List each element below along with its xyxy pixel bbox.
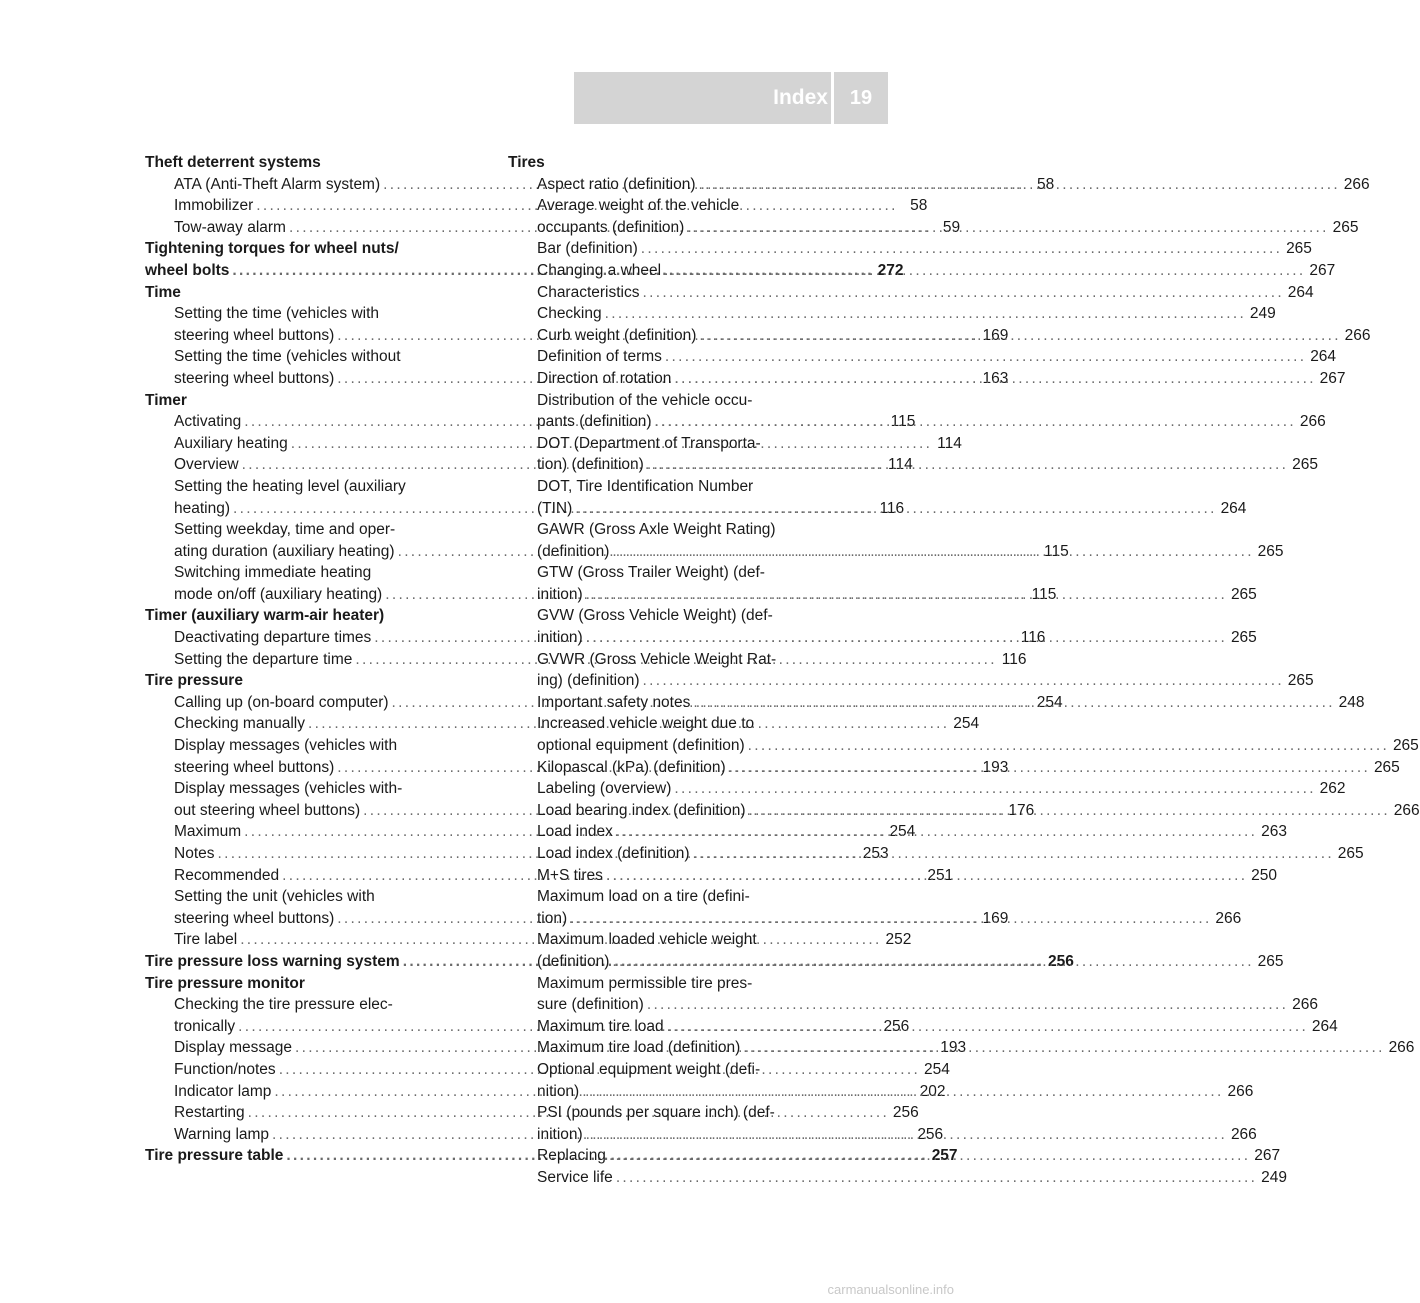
index-entry bbox=[508, 778, 1346, 800]
index-entry bbox=[145, 778, 477, 800]
dot-leader bbox=[643, 282, 1281, 304]
dot-leader bbox=[641, 238, 1279, 260]
dot-leader bbox=[609, 1145, 1247, 1167]
index-entry-text: Load index (definition) bbox=[537, 845, 690, 862]
index-entry-text: Setting the time (vehicles without bbox=[174, 348, 401, 366]
index-entry-text: PSI (pounds per square inch) (def- bbox=[537, 1104, 775, 1122]
index-entry bbox=[508, 605, 829, 627]
index-entry-text: GVW (Gross Vehicle Weight) (def- bbox=[537, 607, 773, 625]
page-reference: 114 bbox=[888, 456, 913, 474]
index-entry bbox=[508, 973, 829, 995]
index-entry-text: occupants (definition) bbox=[537, 218, 685, 236]
page-reference: 263 bbox=[1261, 823, 1287, 841]
index-entry-text: Tire pressure monitor bbox=[145, 974, 305, 992]
index-entry bbox=[508, 649, 829, 671]
index-entry-text: wheel bolts bbox=[145, 261, 230, 279]
index-entry bbox=[508, 929, 829, 951]
index-entry-text: Optional equipment weight (defi- bbox=[537, 1060, 761, 1078]
index-heading bbox=[145, 670, 477, 692]
dot-leader bbox=[582, 1081, 1220, 1103]
index-entry-text: inition) bbox=[537, 585, 583, 603]
page-reference: 267 bbox=[1309, 261, 1336, 279]
index-entry bbox=[508, 519, 829, 541]
index-entry-text: Display messages (vehicles with bbox=[174, 737, 398, 755]
index-entry-text: GVWR (Gross Vehicle Weight Rat- bbox=[537, 650, 777, 668]
dot-leader bbox=[693, 843, 1331, 865]
page-reference: 254 bbox=[889, 823, 916, 841]
page-reference: 254 bbox=[953, 715, 980, 733]
page-reference: 266 bbox=[1292, 996, 1318, 1014]
index-entry-text: Activating bbox=[174, 413, 242, 431]
index-entry-text: Display messages (vehicles with- bbox=[174, 780, 403, 798]
index-entry-text: out steering wheel buttons) bbox=[174, 801, 361, 819]
page-reference: 262 bbox=[1319, 780, 1346, 798]
index-entry bbox=[508, 735, 1419, 757]
index-entry-text: Labeling (overview) bbox=[537, 780, 672, 798]
index-entry-text: Curb weight (definition) bbox=[537, 326, 697, 344]
page-reference: 265 bbox=[1257, 542, 1284, 560]
index-entry bbox=[508, 238, 1312, 260]
index-entry-text: Changing a wheel bbox=[537, 261, 662, 279]
page-reference: 115 bbox=[1044, 542, 1069, 560]
page-reference: 264 bbox=[1310, 348, 1337, 366]
dot-leader bbox=[586, 627, 1224, 649]
page-reference: 256 bbox=[917, 1125, 944, 1143]
index-entry-text: Overview bbox=[174, 456, 239, 474]
index-entry-text: ing) (definition) bbox=[537, 672, 640, 690]
index-entry-text: Auxiliary heating bbox=[174, 434, 288, 452]
index-entry-text: Definition of terms bbox=[537, 348, 662, 366]
index-entry bbox=[508, 390, 829, 412]
index-entry bbox=[145, 303, 477, 325]
index-entry bbox=[145, 994, 477, 1016]
page-reference: 254 bbox=[923, 1060, 950, 1078]
index-entry-text: Deactivating departure times bbox=[174, 629, 372, 647]
page-reference: 264 bbox=[1311, 1017, 1338, 1035]
index-entry-text: Tire label bbox=[174, 931, 238, 949]
index-entry-text: Tightening torques for wheel nuts/ bbox=[145, 240, 399, 258]
index-heading bbox=[145, 282, 477, 304]
index-entry bbox=[508, 433, 829, 455]
index-entry-text: mode on/off (auxiliary heating) bbox=[174, 585, 383, 603]
index-entry-text: steering wheel buttons) bbox=[174, 326, 335, 344]
index-entry bbox=[508, 476, 829, 498]
page-reference: 256 bbox=[892, 1104, 919, 1122]
dot-leader bbox=[749, 800, 1387, 822]
index-entry-text: Bar (definition) bbox=[537, 240, 638, 258]
index-entry bbox=[508, 886, 829, 908]
page-reference: 163 bbox=[982, 369, 1009, 387]
index-entry-text: Tire pressure table bbox=[145, 1147, 284, 1165]
index-entry-text: Display message bbox=[174, 1039, 293, 1057]
index-entry-text: Kilopascal (kPa) (definition) bbox=[537, 758, 726, 776]
index-entry-text: Tires bbox=[508, 154, 545, 171]
page-reference: 193 bbox=[940, 1039, 967, 1057]
dot-leader bbox=[586, 584, 1224, 606]
page-reference: 115 bbox=[1031, 585, 1057, 603]
index-entry bbox=[145, 498, 905, 520]
index-entry-text: Setting the heating level (auxiliary bbox=[174, 477, 406, 495]
index-entry-text: DOT, Tire Identification Number bbox=[537, 477, 754, 495]
page-reference: 252 bbox=[885, 931, 912, 949]
index-heading bbox=[508, 152, 829, 174]
index-entry-text: Warning lamp bbox=[174, 1125, 270, 1143]
index-entry-text: Increased vehicle weight due to bbox=[537, 715, 755, 733]
index-entry bbox=[508, 1102, 829, 1124]
index-entry-text: Maximum tire load (definition) bbox=[537, 1039, 741, 1057]
index-entry-text: Setting the unit (vehicles with bbox=[174, 888, 375, 906]
page-reference: 266 bbox=[1227, 1082, 1254, 1100]
dot-leader bbox=[612, 951, 1250, 973]
page-reference: 176 bbox=[1008, 801, 1035, 819]
page-reference: 265 bbox=[1392, 737, 1419, 755]
dot-leader bbox=[647, 994, 1285, 1016]
index-entry bbox=[508, 303, 1276, 325]
index-entry-text: ating duration (auxiliary heating) bbox=[174, 542, 395, 560]
index-entry bbox=[508, 1167, 1287, 1189]
index-entry-text: Checking the tire pressure elec- bbox=[174, 996, 393, 1014]
index-entry-text: (TIN) bbox=[537, 499, 573, 517]
dot-leader bbox=[586, 1124, 1224, 1146]
page-reference: 249 bbox=[1249, 305, 1276, 323]
index-entry-text: inition) bbox=[537, 1125, 583, 1143]
page-reference: 265 bbox=[1257, 952, 1284, 970]
index-entry-text: Tire pressure loss warning system bbox=[145, 952, 400, 970]
index-entry-text: steering wheel buttons) bbox=[174, 369, 335, 387]
index-entry bbox=[508, 1059, 829, 1081]
index-entry-text: (definition) bbox=[537, 952, 610, 970]
index-entry-text: tion) bbox=[537, 909, 568, 927]
page-reference: 193 bbox=[982, 758, 1009, 776]
index-entry-text: Calling up (on-board computer) bbox=[174, 693, 389, 711]
page-reference: 266 bbox=[1388, 1039, 1415, 1057]
index-entry-text: inition) bbox=[537, 629, 583, 647]
index-entry-text: DOT (Department of Transporta- bbox=[537, 434, 761, 452]
index-entry-text: Setting the time (vehicles with bbox=[174, 305, 380, 323]
index-entry-text: Recommended bbox=[174, 866, 280, 884]
page-reference: 116 bbox=[879, 499, 905, 517]
index-entry-text: pants (definition) bbox=[537, 413, 652, 431]
index-entry-text: tion) (definition) bbox=[537, 456, 644, 474]
index-entry bbox=[508, 195, 829, 217]
index-entry-text: Notes bbox=[174, 845, 215, 862]
page-reference: 265 bbox=[1230, 585, 1257, 603]
index-entry-text: steering wheel buttons) bbox=[174, 758, 335, 776]
page-reference: 116 bbox=[1020, 629, 1046, 647]
dot-leader bbox=[647, 454, 1285, 476]
index-entry-text: (definition) bbox=[537, 542, 610, 560]
index-entry-text: Aspect ratio (definition) bbox=[537, 175, 696, 193]
page-reference: 58 bbox=[1037, 175, 1055, 193]
index-heading bbox=[145, 390, 477, 412]
dot-leader bbox=[665, 346, 1303, 368]
page-reference: 257 bbox=[931, 1147, 958, 1165]
dot-leader bbox=[687, 217, 1325, 239]
page-reference: 248 bbox=[1338, 693, 1365, 711]
index-entry-text: Maximum bbox=[174, 823, 242, 841]
page-reference: 169 bbox=[982, 909, 1009, 927]
index-entry bbox=[508, 346, 1337, 368]
page-reference: 59 bbox=[942, 218, 961, 236]
page-reference: 266 bbox=[1299, 413, 1326, 431]
dot-leader bbox=[616, 821, 1254, 843]
dot-leader bbox=[693, 692, 1331, 714]
index-entry bbox=[508, 670, 1314, 692]
index-entry bbox=[145, 562, 477, 584]
index-entry bbox=[145, 735, 477, 757]
page-reference: 249 bbox=[1261, 1168, 1287, 1186]
page-reference: 115 bbox=[890, 413, 916, 431]
index-entry bbox=[145, 519, 477, 541]
index-entry-text: Direction of rotation bbox=[537, 369, 672, 387]
index-entry-text: Indicator lamp bbox=[174, 1082, 272, 1100]
page-reference: 202 bbox=[919, 1082, 946, 1100]
page-reference: 265 bbox=[1332, 218, 1359, 236]
index-entry-text: steering wheel buttons) bbox=[174, 909, 335, 927]
page-reference: 114 bbox=[937, 434, 962, 452]
index-entry-text: ATA (Anti-Theft Alarm system) bbox=[174, 175, 381, 193]
index-heading bbox=[145, 152, 477, 174]
index-entry-text: Load index bbox=[537, 823, 613, 841]
dot-leader bbox=[743, 1037, 1381, 1059]
dot-leader bbox=[748, 735, 1386, 757]
dot-leader bbox=[606, 865, 1244, 887]
index-entry-text: Important safety notes bbox=[537, 693, 691, 711]
page-reference: 58 bbox=[910, 197, 928, 215]
index-entry-text: Immobilizer bbox=[174, 197, 254, 215]
page-reference: 265 bbox=[1373, 758, 1400, 776]
index-entry bbox=[145, 476, 477, 498]
page-number: 19 bbox=[849, 86, 873, 109]
index-entry-text: Load bearing index (definition) bbox=[537, 801, 746, 819]
page-reference: 265 bbox=[1287, 672, 1314, 690]
dot-leader bbox=[616, 1167, 1254, 1189]
page-title: Index bbox=[773, 86, 828, 109]
index-entry bbox=[145, 346, 477, 368]
page-reference: 265 bbox=[1292, 456, 1318, 474]
page-reference: 266 bbox=[1215, 909, 1242, 927]
index-entry-text: Checking manually bbox=[174, 715, 305, 733]
index-entry-text: Time bbox=[145, 283, 181, 301]
index-entry-text: Distribution of the vehicle occu- bbox=[537, 391, 753, 409]
index-entry-text: Maximum load on a tire (defini- bbox=[537, 888, 750, 906]
index-entry-text: Function/notes bbox=[174, 1060, 276, 1078]
index-entry bbox=[508, 562, 829, 584]
index-entry-text: Tire pressure bbox=[145, 672, 243, 690]
dot-leader bbox=[674, 368, 1312, 390]
index-entry bbox=[145, 886, 477, 908]
index-entry-text: Maximum permissible tire pres- bbox=[537, 974, 753, 992]
page-reference: 169 bbox=[982, 326, 1009, 344]
index-entry-text: Maximum tire load bbox=[537, 1017, 664, 1035]
watermark: carmanualsonline.info bbox=[827, 1282, 954, 1297]
index-entry-text: Switching immediate heating bbox=[174, 564, 372, 582]
dot-leader bbox=[643, 670, 1281, 692]
index-entry-text: GAWR (Gross Axle Weight Rating) bbox=[537, 521, 776, 539]
page-reference: 253 bbox=[862, 845, 889, 862]
index-entry-text: Average weight of the vehicle bbox=[537, 197, 740, 215]
dot-leader bbox=[729, 757, 1367, 779]
page-reference: 267 bbox=[1319, 369, 1346, 387]
dot-leader bbox=[612, 541, 1250, 563]
index-entry-text: heating) bbox=[174, 499, 231, 517]
page-reference: 256 bbox=[1047, 952, 1074, 970]
page-reference: 265 bbox=[1337, 845, 1364, 862]
dot-leader bbox=[605, 303, 1243, 325]
index-entry bbox=[508, 282, 1314, 304]
page-reference: 116 bbox=[1001, 650, 1027, 668]
dot-leader bbox=[667, 1016, 1305, 1038]
dot-leader bbox=[699, 325, 1337, 347]
page-reference: 264 bbox=[1220, 499, 1247, 517]
index-entry-text: Tow-away alarm bbox=[174, 218, 286, 236]
page-reference: 266 bbox=[1230, 1125, 1257, 1143]
index-entry-text: optional equipment (definition) bbox=[537, 737, 745, 755]
index-entry-text: Timer bbox=[145, 391, 187, 409]
dot-leader bbox=[575, 498, 1213, 520]
index-entry-text: Theft deterrent systems bbox=[145, 154, 321, 171]
page-reference: 265 bbox=[1286, 240, 1312, 258]
page-reference: 267 bbox=[1254, 1147, 1281, 1165]
index-entry-text: Setting the departure time bbox=[174, 650, 353, 668]
index-entry-text: tronically bbox=[174, 1017, 236, 1035]
page-reference: 264 bbox=[1287, 283, 1314, 301]
page-reference: 266 bbox=[1344, 326, 1371, 344]
index-heading bbox=[145, 973, 477, 995]
page-reference: 266 bbox=[1343, 175, 1370, 193]
page-reference: 254 bbox=[1036, 693, 1063, 711]
index-entry-text: Setting weekday, time and oper- bbox=[174, 521, 396, 539]
dot-leader bbox=[674, 778, 1312, 800]
index-entry-text: Characteristics bbox=[537, 283, 640, 301]
index-entry-text: Replacing bbox=[537, 1147, 606, 1165]
page-reference: 250 bbox=[1251, 866, 1278, 884]
index-heading bbox=[145, 238, 477, 260]
page-reference: 265 bbox=[1230, 629, 1257, 647]
index-entry-text: Restarting bbox=[174, 1104, 245, 1122]
index-entry bbox=[508, 713, 829, 735]
index-entry-text: Checking bbox=[537, 305, 602, 323]
page-reference: 266 bbox=[1393, 801, 1420, 819]
page-reference: 272 bbox=[877, 261, 904, 279]
index-entry-text: GTW (Gross Trailer Weight) (def- bbox=[537, 564, 765, 582]
dot-leader bbox=[570, 908, 1208, 930]
page-reference: 251 bbox=[927, 866, 954, 884]
dot-leader bbox=[699, 174, 1337, 196]
index-entry-text: Maximum loaded vehicle weight bbox=[537, 931, 757, 949]
index-heading bbox=[145, 605, 477, 627]
page-reference: 256 bbox=[883, 1017, 910, 1035]
dot-leader bbox=[664, 260, 1302, 282]
index-entry bbox=[508, 994, 1318, 1016]
index-entry-text: M+S tires bbox=[537, 866, 603, 884]
index-entry-text: nition) bbox=[537, 1082, 580, 1100]
dot-leader bbox=[655, 411, 1293, 433]
index-entry-text: Service life bbox=[537, 1168, 613, 1186]
index-entry-text: Timer (auxiliary warm-air heater) bbox=[145, 607, 385, 625]
index-entry-text: sure (definition) bbox=[537, 996, 644, 1014]
